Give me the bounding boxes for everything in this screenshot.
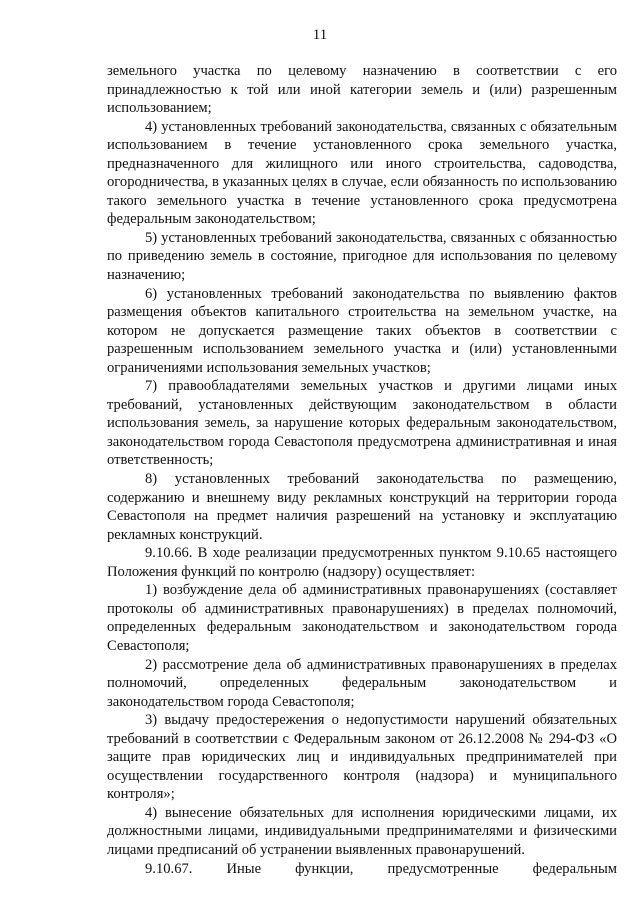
paragraph-subitem-4: 4) вынесение обязательных для исполнения юридическими лицами, их должностными лицами, индивидуальными предпринимателями и физическими лицами предписаний об устранении выявленных правонарушений. — [107, 804, 617, 858]
paragraph-subitem-2: 2) рассмотрение дела об административных правонарушениях в пределах полномочий, определенных федеральным законодательством и законодательством города Севастополя; — [107, 656, 617, 710]
page-number: 11 — [312, 27, 328, 43]
paragraph-continuation: земельного участка по целевому назначению в соответствии с его принадлежностью к той или иной категории земель и (или) разрешенным использованием; — [107, 63, 617, 117]
paragraph-clause-9-10-67: 9.10.67. Иные функции, предусмотренные федеральным — [145, 860, 617, 877]
paragraph-item-4: 4) установленных требований законодательства, связанных с обязательным использованием в течение установленного срока земельного участка, предназначенного для жилищного или иного строительства, садоводства, огородничества, в указанных целях в случае, если обязанность по использованию такого земельного участка в течение установленного срока предусмотрена федеральным законодательством; — [107, 118, 617, 228]
paragraph-item-7: 7) правообладателями земельных участков и другими лицами иных требований, установленных действующим законодательством в области использования земель, за нарушение которых федеральным законодательством, законодательством города Севастополя предусмотрена административная и иная ответственность; — [107, 378, 617, 469]
paragraph-subitem-1: 1) возбуждение дела об административных правонарушениях (составляет протоколы об административных правонарушениях) в пределах полномочий, определенных федеральным законодательством и законодательством города Севастополя; — [107, 582, 617, 654]
paragraph-item-5: 5) установленных требований законодательства, связанных с обязанностью по приведению земель в состояние, пригодное для использования по целевому назначению; — [107, 229, 617, 284]
paragraph-subitem-3: 3) выдачу предостережения о недопустимости нарушений обязательных требований в соответствии с Федеральным законом от 26.12.2008 № 294-ФЗ «О защите прав юридических лиц и индивидуальных предпринимателей при осуществлении государственного контроля (надзора) и муниципального контроля»; — [107, 712, 617, 803]
paragraph-clause-9-10-66: 9.10.66. В ходе реализации предусмотренных пунктом 9.10.65 настоящего Положения функций по контролю (надзору) осуществляет: — [107, 545, 617, 580]
document-body — [107, 62, 617, 878]
paragraph-item-8: 8) установленных требований законодательства по размещению, содержанию и внешнему виду рекламных конструкций на территории города Севастополя на предмет наличия разрешений на установку и эксплуатацию рекламных конструкций. — [107, 471, 617, 543]
paragraph-item-6: 6) установленных требований законодательства по выявлению фактов размещения объектов капитального строительства на земельном участке, на котором не допускается размещение таких объектов в соответствии с разрешенным использованием земельного участка и (или) установленными ограничениями использования земельных участков; — [107, 285, 617, 376]
